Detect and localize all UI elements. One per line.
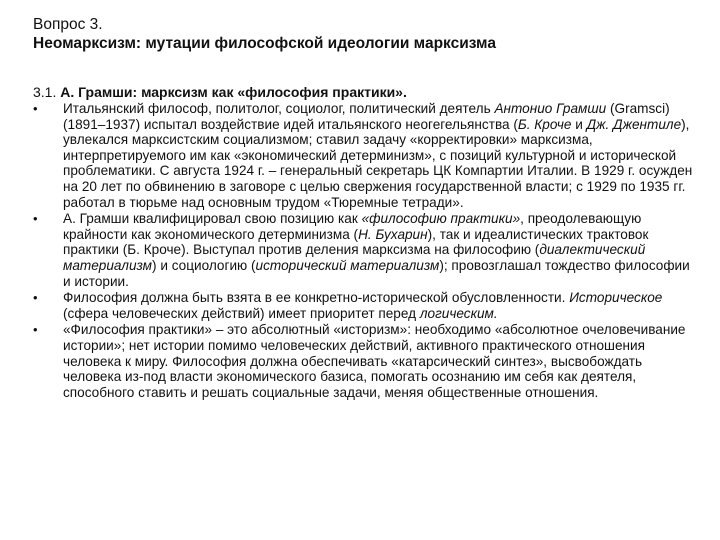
bullet-marker: •: [33, 322, 38, 338]
bullet-text: (сфера человеческих действий) имеет приоритет перед: [63, 305, 420, 321]
question-number: Вопрос 3.: [33, 16, 103, 33]
italic-text: диалектический материализм: [63, 242, 646, 273]
section-number: 3.1.: [33, 84, 57, 100]
bullet-text: ), увлекался марксистским социализмом; ставил задачу «корректировки» марксизма, интерпретируемого им как «экономический детерминизм», с позиций культурной и исторической проблематики. С августа 1924 г. – генеральный секретарь ЦК Компартии Италии. В 1929 г. осужден на 20 лет по обвинению в заговоре с целью свержения государственной власти; с 1929 по 1935 гг. работал в тюрьме над основным трудом «Тюремные тетради».: [63, 116, 693, 210]
bullet-item: [33, 101, 701, 210]
bullet-text: А. Грамши квалифицировал свою позицию как: [63, 211, 362, 227]
bullet-item: [33, 211, 701, 289]
bullet-item: [33, 322, 701, 400]
bullet-text: (Gramsci) (1891–1937) испытал воздействие идей итальянского неогегельянства (: [63, 101, 670, 132]
section-heading: [33, 84, 693, 100]
bullet-text: ); провозглашал тождество философии и истории.: [63, 257, 690, 289]
bullet-text: Итальянский философ, политолог, социолог, политический деятель: [63, 101, 495, 116]
bullet-marker: •: [33, 211, 38, 227]
bullet-text: ), так и идеалистических трактовок практики (Б. Кроче). Выступал против деления марксизма на философию (: [63, 226, 649, 258]
italic-text: логическим.: [419, 305, 498, 321]
bullet-text: Философия должна быть взята в ее конкретно-исторической обусловленности.: [63, 290, 570, 306]
bullet-marker: •: [33, 290, 38, 306]
italic-text: исторический материализм: [255, 257, 440, 273]
question-title: Неомарксизм: мутации философской идеологии марксизма: [33, 35, 496, 52]
bullet-text: , преодолевающую крайности как экономического детерминизма (: [63, 211, 642, 242]
italic-text: Н. Бухарин: [358, 226, 428, 242]
italic-text: Антонио Грамши: [494, 101, 607, 116]
italic-text: Дж. Джентиле: [586, 116, 682, 132]
bullet-text: «Философия практики» – это абсолютный «историзм»: необходимо «абсолютное очеловечивание истории»; нет истории помимо человеческих действий, активного практического отношения человека к миру. Философия должна обеспечивать «катарсический синтез», высвобождать человека из-под власти экономического базиса, помогать осознанию им себя как деятеля, способного ставить и решать социальные задачи, меняя общественные отношения.: [63, 322, 686, 400]
bullet-text: и: [571, 116, 587, 132]
slide-title: [33, 15, 693, 53]
bullet-text: ) и социологию (: [152, 257, 256, 273]
section-heading-text: А. Грамши: марксизм как «философия практики».: [60, 84, 407, 100]
italic-text: «философию практики»: [361, 211, 521, 227]
italic-text: Б. Кроче: [517, 116, 572, 132]
italic-text: Историческое: [569, 290, 663, 306]
bullet-marker: •: [33, 101, 38, 116]
bullet-item: [33, 290, 701, 321]
bullet-list: [33, 101, 701, 400]
